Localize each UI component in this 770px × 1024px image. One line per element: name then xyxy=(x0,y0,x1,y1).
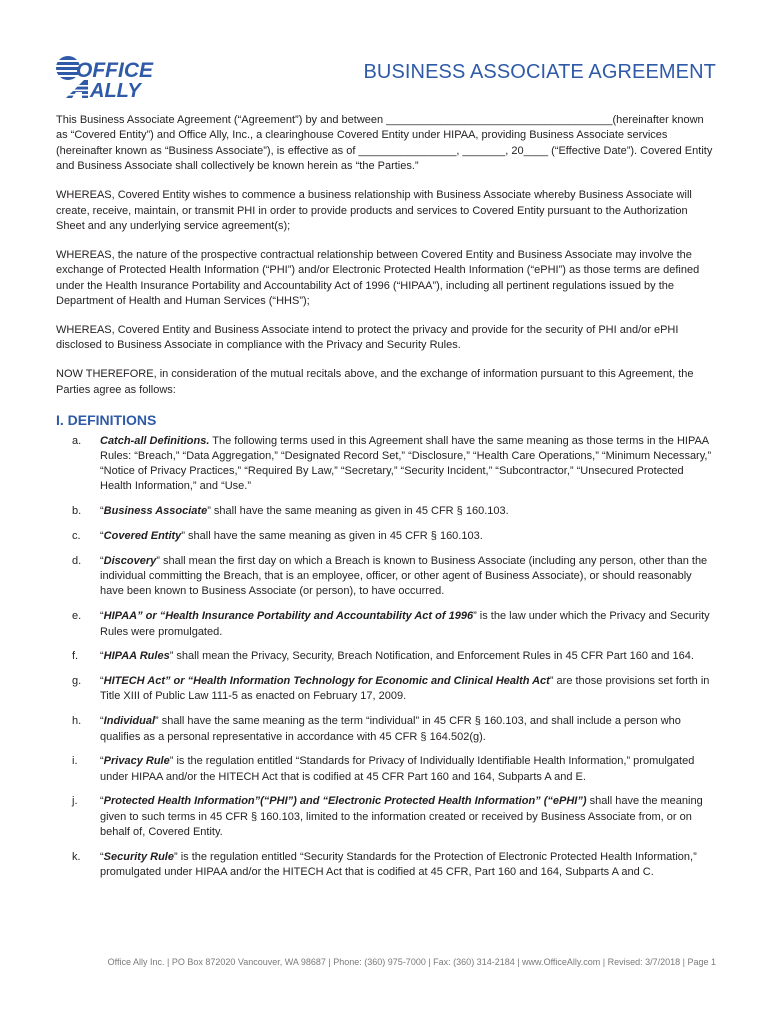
definition-item xyxy=(56,554,716,600)
definition-letter: b. xyxy=(72,505,82,518)
document-title: BUSINESS ASSOCIATE AGREEMENT xyxy=(363,61,716,83)
definition-letter: a. xyxy=(72,434,82,447)
definition-letter: e. xyxy=(72,610,82,623)
definition-text: “Individual” shall have the same meaning as the term “individual” in 45 CFR § 160.103, and shall include a person who qualifies as a personal representative in accordance with 45 CFR § 164.502(g). xyxy=(100,715,681,743)
definition-item xyxy=(56,529,716,544)
definition-letter: h. xyxy=(72,715,82,728)
definition-letter: i. xyxy=(72,755,78,768)
definition-item xyxy=(56,434,716,495)
definition-letter: f. xyxy=(72,650,79,663)
definition-text: “Security Rule” is the regulation entitled “Security Standards for the Protection of Electronic Protected Health Information,” promulgated under HIPAA and/or the HITECH Act that is codified at 45 CFR, Part 160 and 164, Subparts A and C. xyxy=(100,850,697,879)
defined-term: Security Rule xyxy=(103,850,174,863)
definition-letter: d. xyxy=(72,554,82,567)
definitions-list xyxy=(56,434,716,881)
svg-text:ALLY: ALLY xyxy=(90,80,141,98)
section-heading-definitions: I. DEFINITIONS xyxy=(56,411,157,428)
defined-term: HIPAA Rules xyxy=(103,650,170,663)
definition-letter: c. xyxy=(72,530,81,543)
definition-item xyxy=(56,674,716,705)
whereas-paragraph: WHEREAS, Covered Entity wishes to commence a business relationship with Business Associate whereby Business Associate will create, receive, maintain, or transmit PHI in order to provide products and services to Covered Entity pursuant to the Authorization Sheet and any underlying service agreement(s); xyxy=(56,189,692,232)
intro-paragraph: This Business Associate Agreement (“Agreement”) by and between _____________________________________(hereinafter known as “Covered Entity”) and Office Ally, Inc., a clearinghouse Covered Entity under HIPAA, providing Business Associate services (hereinafter known as “Business Associate”), is effective as of ________________, _______, 20____ (“Effective Date”). Covered Entity and Business Associate shall collectively be known herein as “the Parties.” xyxy=(56,114,713,173)
whereas-paragraph: WHEREAS, the nature of the prospective contractual relationship between Covered Entity and Business Associate may involve the exchange of Protected Health Information (“PHI”) and/or Electronic Protected Health Information (“ePHI”) as those terms are defined under the Health Insurance Portability and Accountability Act of 1996 (“HIPAA”), including all pertinent regulations issued by the Department of Health and Human Services (“HHS”); xyxy=(56,248,700,308)
definition-item xyxy=(56,754,716,785)
definition-text: “Business Associate” shall have the same meaning as given in 45 CFR § 160.103. xyxy=(100,505,509,518)
office-ally-logo xyxy=(54,52,158,98)
definition-item xyxy=(56,649,716,664)
now-therefore-paragraph: NOW THEREFORE, in consideration of the mutual recitals above, and the exchange of information pursuant to this Agreement, the Parties agree as follows: xyxy=(56,368,694,396)
defined-term: Individual xyxy=(103,715,156,728)
definition-text: “HITECH Act” or “Health Information Technology for Economic and Clinical Health Act” are those provisions set forth in Title XIII of Public Law 111-5 as enacted on February 17, 2009. xyxy=(100,675,710,703)
definition-text: “Privacy Rule” is the regulation entitled “Standards for Privacy of Individually Identifiable Health Information,” promulgated under HIPAA and/or the HITECH Act that is codified at 45 CFR Part 160 and 164, Subparts A and E. xyxy=(100,755,695,783)
defined-term: Catch-all Definitions. xyxy=(100,434,210,447)
definition-text: “Discovery” shall mean the first day on which a Breach is known to Business Associate (including any person, other than the individual committing the Breach, that is an employee, officer, or other agent of Business Associate), or should reasonably have been known to Business Associate (or person), to have occurred. xyxy=(100,554,708,598)
definition-item xyxy=(56,609,716,640)
definition-letter: j. xyxy=(72,795,78,808)
definition-text: “HIPAA” or “Health Insurance Portability and Accountability Act of 1996” is the law under which the Privacy and Security Rules were promulgated. xyxy=(100,610,710,638)
definition-text: “Covered Entity” shall have the same meaning as given in 45 CFR § 160.103. xyxy=(100,530,483,543)
definition-item xyxy=(56,504,716,519)
definition-item xyxy=(56,794,716,840)
defined-term: Protected Health Information”(“PHI”) and “Electronic Protected Health Information” (“ePHI”) xyxy=(103,795,587,808)
definition-letter: k. xyxy=(72,850,81,863)
svg-text:OFFICE: OFFICE xyxy=(76,59,153,82)
definition-text: Catch-all Definitions. The following terms used in this Agreement shall have the same meaning as those terms in the HIPAA Rules: “Breach,” “Data Aggregation,” “Designated Record Set,” “Disclosure,” “Health Care Operations,” “Minimum Necessary,” “Notice of Privacy Practices,” “Required By Law,” “Secretary,” “Security Incident,” “Subcontractor,” “Unsecured Protected Health Information,” and “Use.” xyxy=(100,434,712,493)
agreement-body xyxy=(56,113,716,890)
definition-item xyxy=(56,714,716,745)
defined-term: HIPAA” or “Health Insurance Portability and Accountability Act of 1996 xyxy=(103,610,474,623)
definition-item xyxy=(56,850,716,881)
defined-term: HITECH Act” or “Health Information Technology for Economic and Clinical Health Act xyxy=(103,675,550,688)
defined-term: Discovery xyxy=(103,554,157,567)
defined-term: Covered Entity xyxy=(103,530,182,543)
definition-text: “Protected Health Information”(“PHI”) and “Electronic Protected Health Information” (“ePHI”) shall have the meaning given to such terms in 45 CFR § 160.103, limited to the information created or received by Business Associate from, or on behalf of, Covered Entity. xyxy=(100,795,703,839)
definition-text: “HIPAA Rules” shall mean the Privacy, Security, Breach Notification, and Enforcement Rules in 45 CFR Part 160 and 164. xyxy=(100,650,694,663)
defined-term: Business Associate xyxy=(103,505,208,518)
defined-term: Privacy Rule xyxy=(103,755,170,768)
page-footer: Office Ally Inc. | PO Box 872020 Vancouver, WA 98687 | Phone: (360) 975-7000 | Fax: (360) 314-2184 | www.OfficeAlly.com | Revised: 3/7/2018 | Page 1 xyxy=(107,957,716,967)
whereas-paragraph: WHEREAS, Covered Entity and Business Associate intend to protect the privacy and provide for the security of PHI and/or ePHI disclosed to Business Associate in compliance with the Privacy and Security Rules. xyxy=(56,323,679,352)
definition-letter: g. xyxy=(72,675,82,688)
